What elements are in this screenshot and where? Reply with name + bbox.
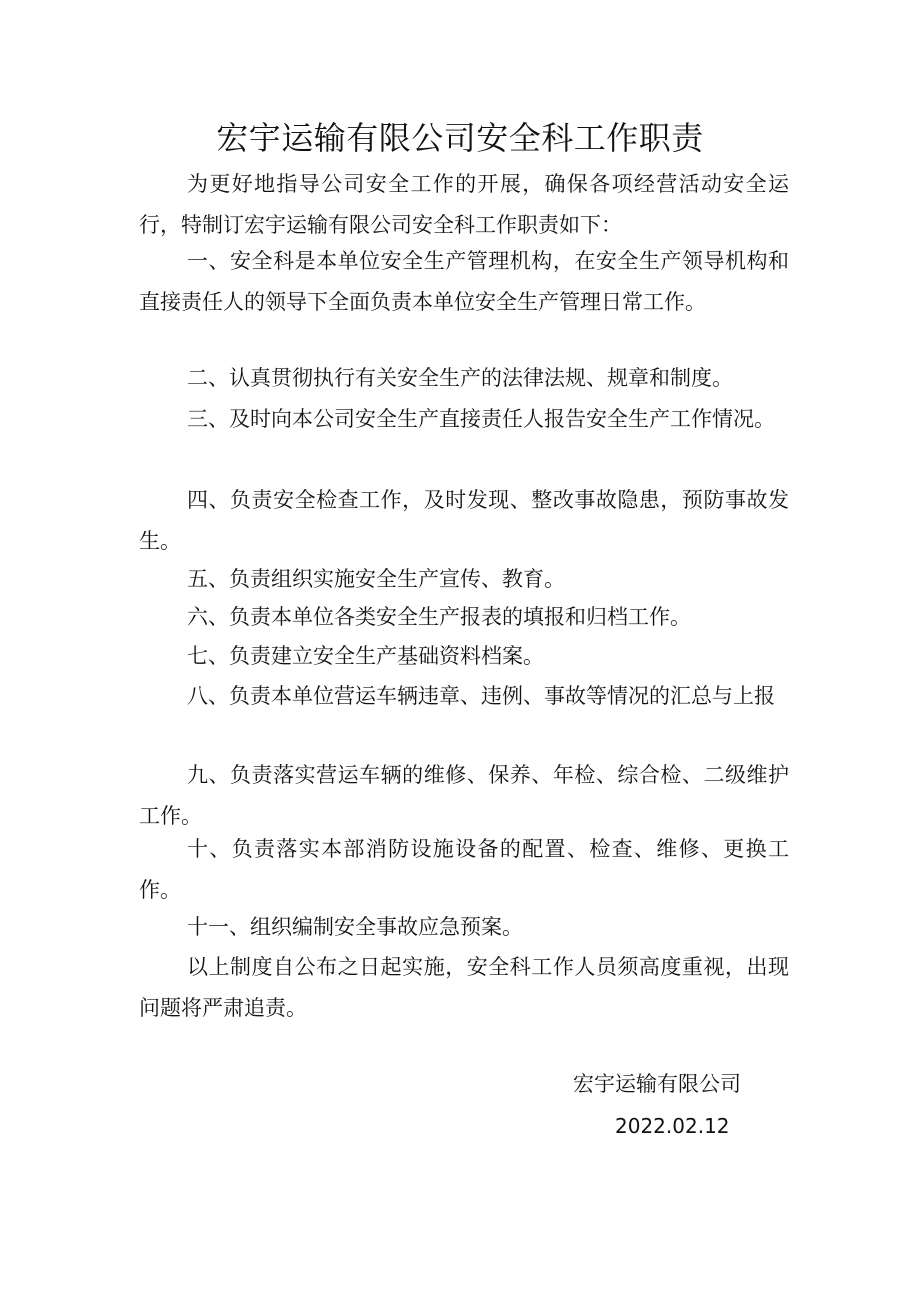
duty-item-8: 八、负责本单位营运车辆违章、违例、事故等情况的汇总与上报 xyxy=(187,684,775,708)
duty-item-3: 三、及时向本公司安全生产直接责任人报告安全生产工作情况。 xyxy=(187,407,775,431)
closing-paragraph: 以上制度自公布之日起实施，安全科工作人员须高度重视，出现问题将严肃追责。 xyxy=(139,955,789,1020)
document-date: 2022.02.12 xyxy=(615,1114,730,1138)
duty-item-5: 五、负责组织实施安全生产宣传、教育。 xyxy=(187,567,565,591)
duty-item-1: 一、安全科是本单位安全生产管理机构，在安全生产领导机构和直接责任人的领导下全面负责本单位安全生产管理日常工作。 xyxy=(139,249,789,314)
duty-item-4: 四、负责安全检查工作，及时发现、整改事故隐患，预防事故发生。 xyxy=(139,488,789,553)
duty-item-2: 二、认真贯彻执行有关安全生产的法律法规、规章和制度。 xyxy=(187,366,733,390)
duty-item-10: 十、负责落实本部消防设施设备的配置、检查、维修、更换工作。 xyxy=(139,837,789,902)
company-signature: 宏宇运输有限公司 xyxy=(573,1072,741,1096)
document-title: 宏宇运输有限公司安全科工作职责 xyxy=(216,119,704,157)
intro-paragraph: 为更好地指导公司安全工作的开展，确保各项经营活动安全运行，特制订宏宇运输有限公司安全科工作职责如下： xyxy=(139,172,789,237)
duty-item-6: 六、负责本单位各类安全生产报表的填报和归档工作。 xyxy=(187,605,691,629)
duty-item-9: 九、负责落实营运车辆的维修、保养、年检、综合检、二级维护工作。 xyxy=(139,763,789,828)
duty-item-11: 十一、组织编制安全事故应急预案。 xyxy=(187,915,523,939)
duty-item-7: 七、负责建立安全生产基础资料档案。 xyxy=(187,644,544,668)
